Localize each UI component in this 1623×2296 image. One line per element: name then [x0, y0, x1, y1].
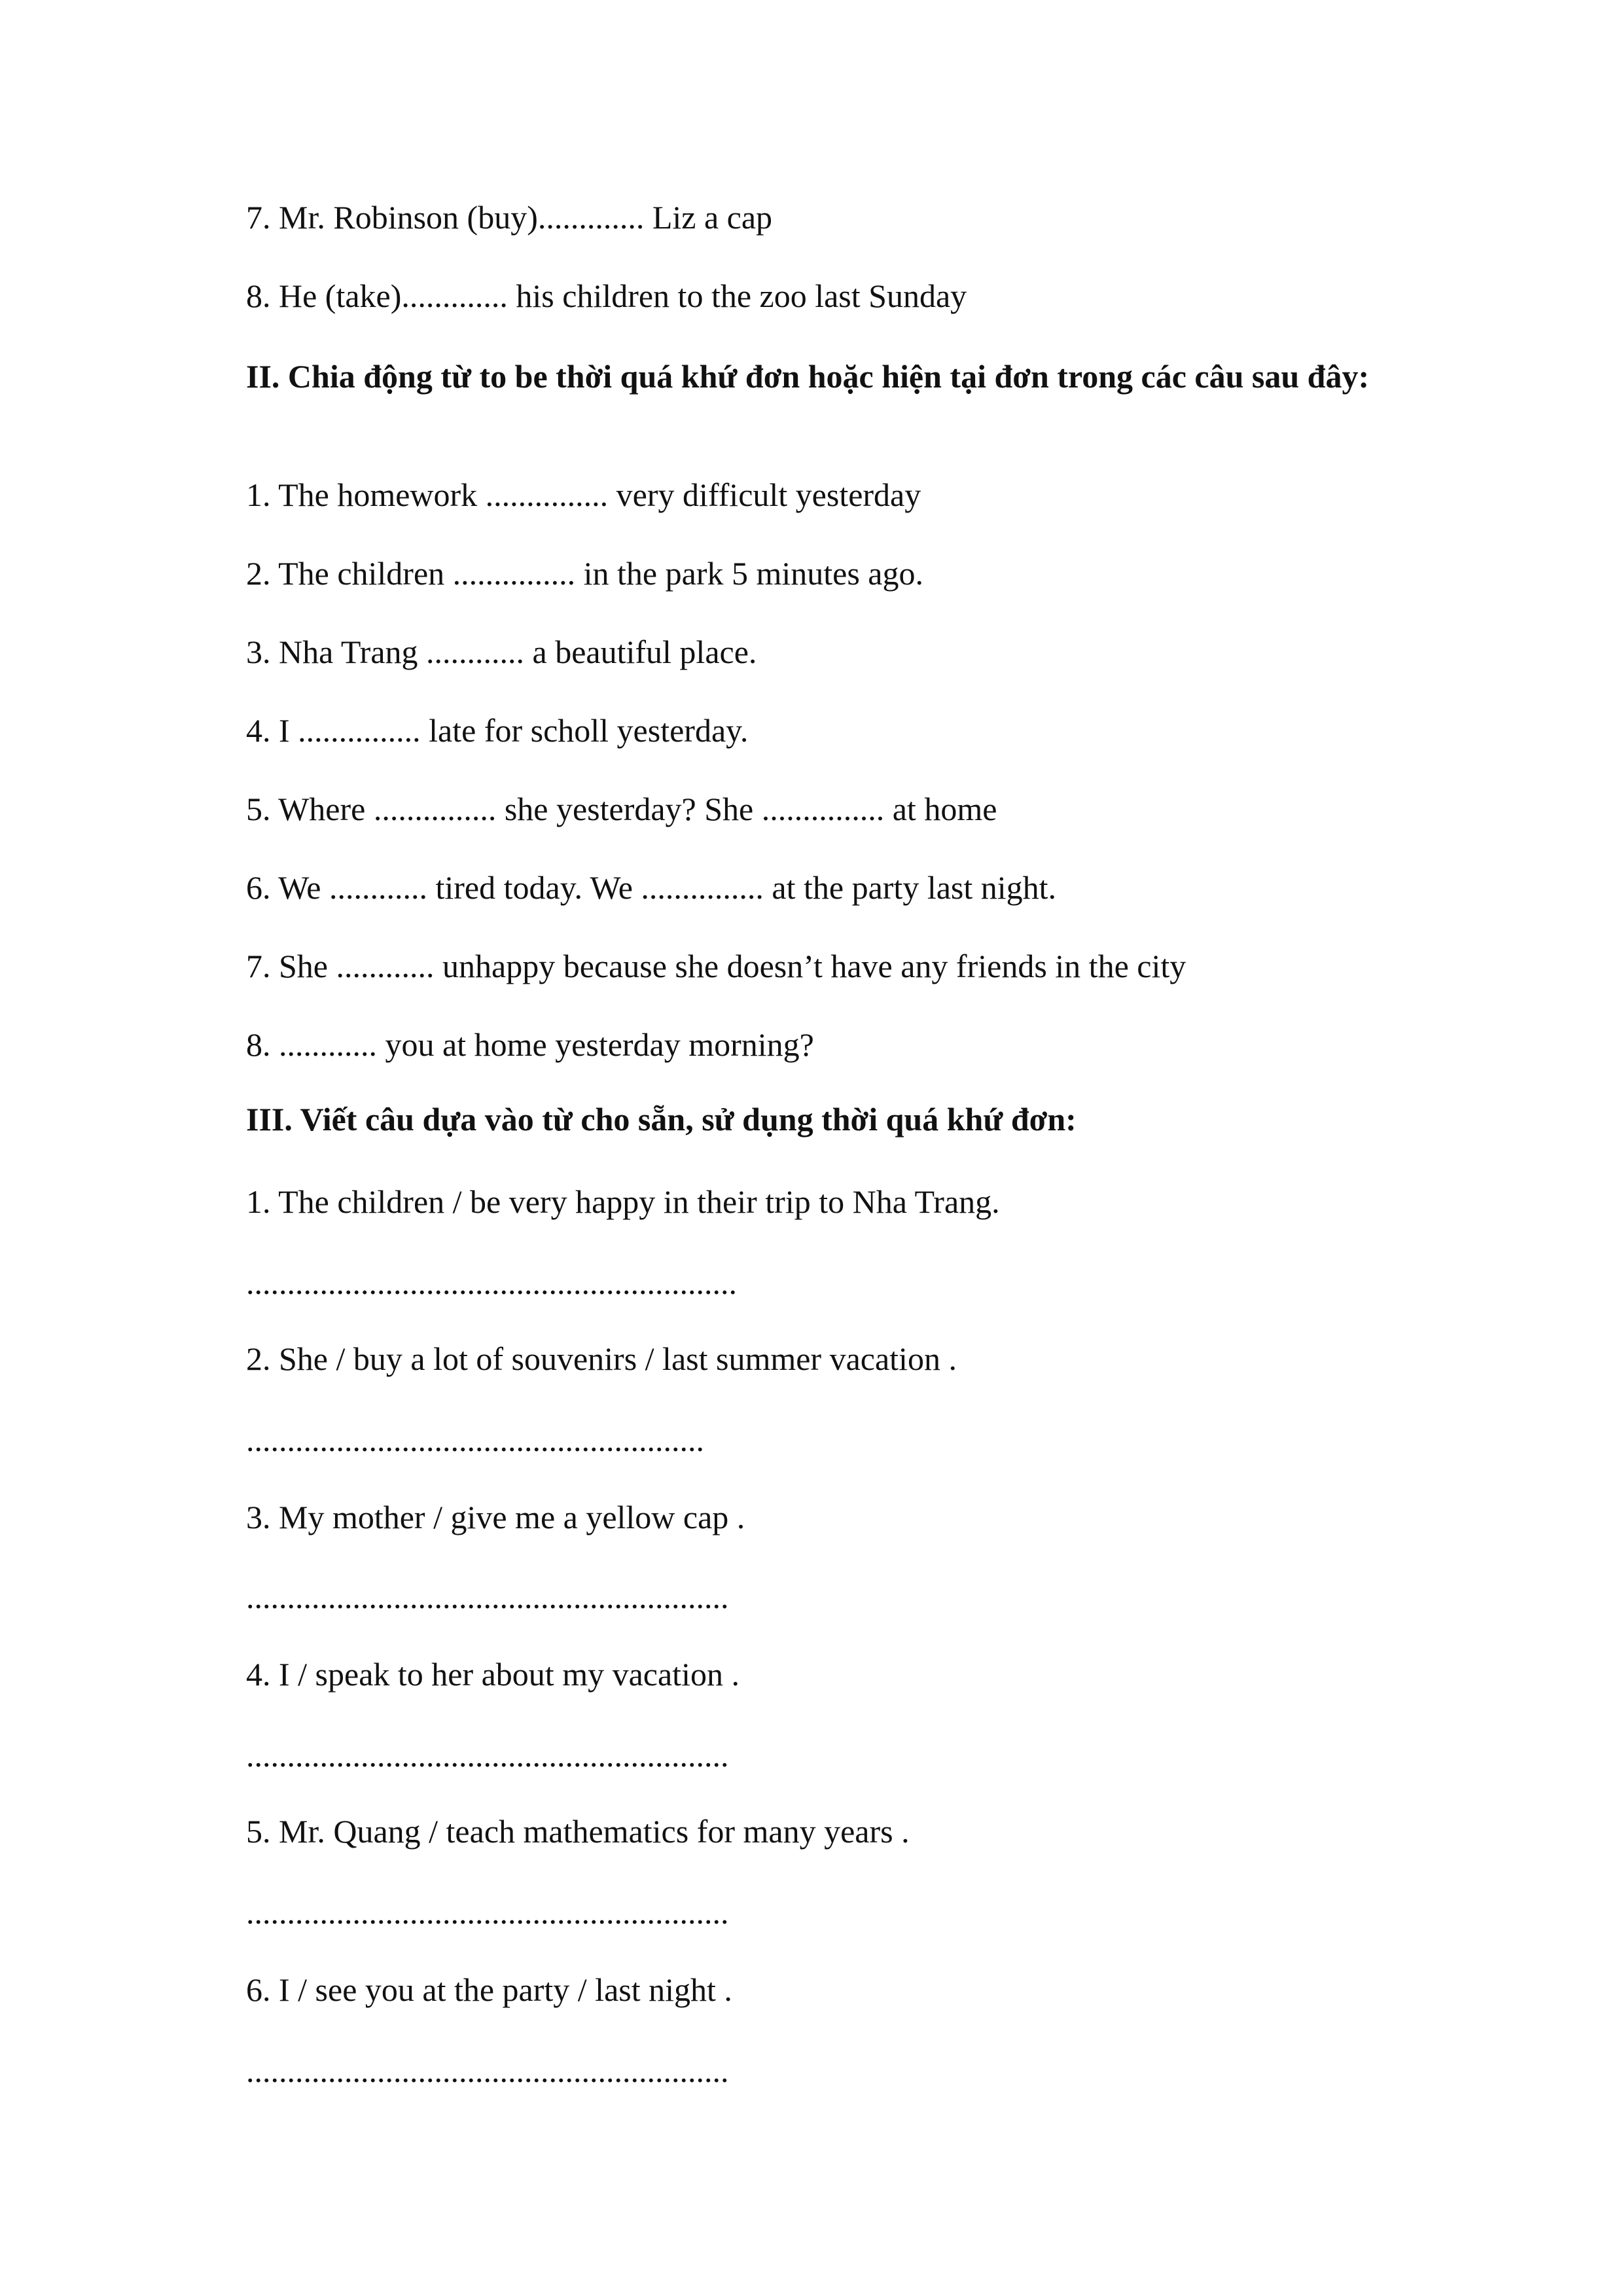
exercise-prompt: 2. She / buy a lot of souvenirs / last summer vacation . — [246, 1340, 957, 1377]
exercise-prompt: 1. The children / be very happy in their trip to Nha Trang. — [246, 1183, 1000, 1220]
answer-line: ........................................................... — [246, 1579, 729, 1615]
section-heading: II. Chia động từ to be thời quá khứ đơn hoặc hiện tại đơn trong các câu sau đây: — [246, 358, 1370, 395]
section-heading: III. Viết câu dựa vào từ cho sẵn, sử dụng thời quá khứ đơn: — [246, 1101, 1077, 1138]
exercise-item: 2. The children ............... in the park 5 minutes ago. — [246, 555, 923, 592]
exercise-item: 7. She ............ unhappy because she doesn’t have any friends in the city — [246, 948, 1186, 984]
exercise-item: 3. Nha Trang ............ a beautiful place. — [246, 634, 757, 670]
exercise-item: 7. Mr. Robinson (buy)............. Liz a cap — [246, 199, 773, 236]
exercise-item: 8. He (take)............. his children to the zoo last Sunday — [246, 278, 967, 314]
answer-line: ........................................................... — [246, 1737, 729, 1774]
exercise-item: 6. We ............ tired today. We ............... at the party last night. — [246, 869, 1057, 906]
answer-line: ........................................................... — [246, 1894, 729, 1931]
exercise-prompt: 3. My mother / give me a yellow cap . — [246, 1499, 745, 1535]
exercise-prompt: 5. Mr. Quang / teach mathematics for many years . — [246, 1813, 910, 1850]
answer-line: ............................................................ — [246, 1265, 737, 1301]
exercise-item: 4. I ............... late for scholl yesterday. — [246, 712, 749, 749]
answer-line: ........................................................ — [246, 1422, 704, 1458]
answer-line: ........................................................... — [246, 2053, 729, 2089]
exercise-prompt: 4. I / speak to her about my vacation . — [246, 1656, 740, 1693]
exercise-item: 1. The homework ............... very difficult yesterday — [246, 476, 921, 513]
exercise-item: 5. Where ............... she yesterday? She ............... at home — [246, 791, 997, 827]
exercise-prompt: 6. I / see you at the party / last night . — [246, 1971, 732, 2008]
exercise-item: 8. ............ you at home yesterday morning? — [246, 1026, 814, 1063]
